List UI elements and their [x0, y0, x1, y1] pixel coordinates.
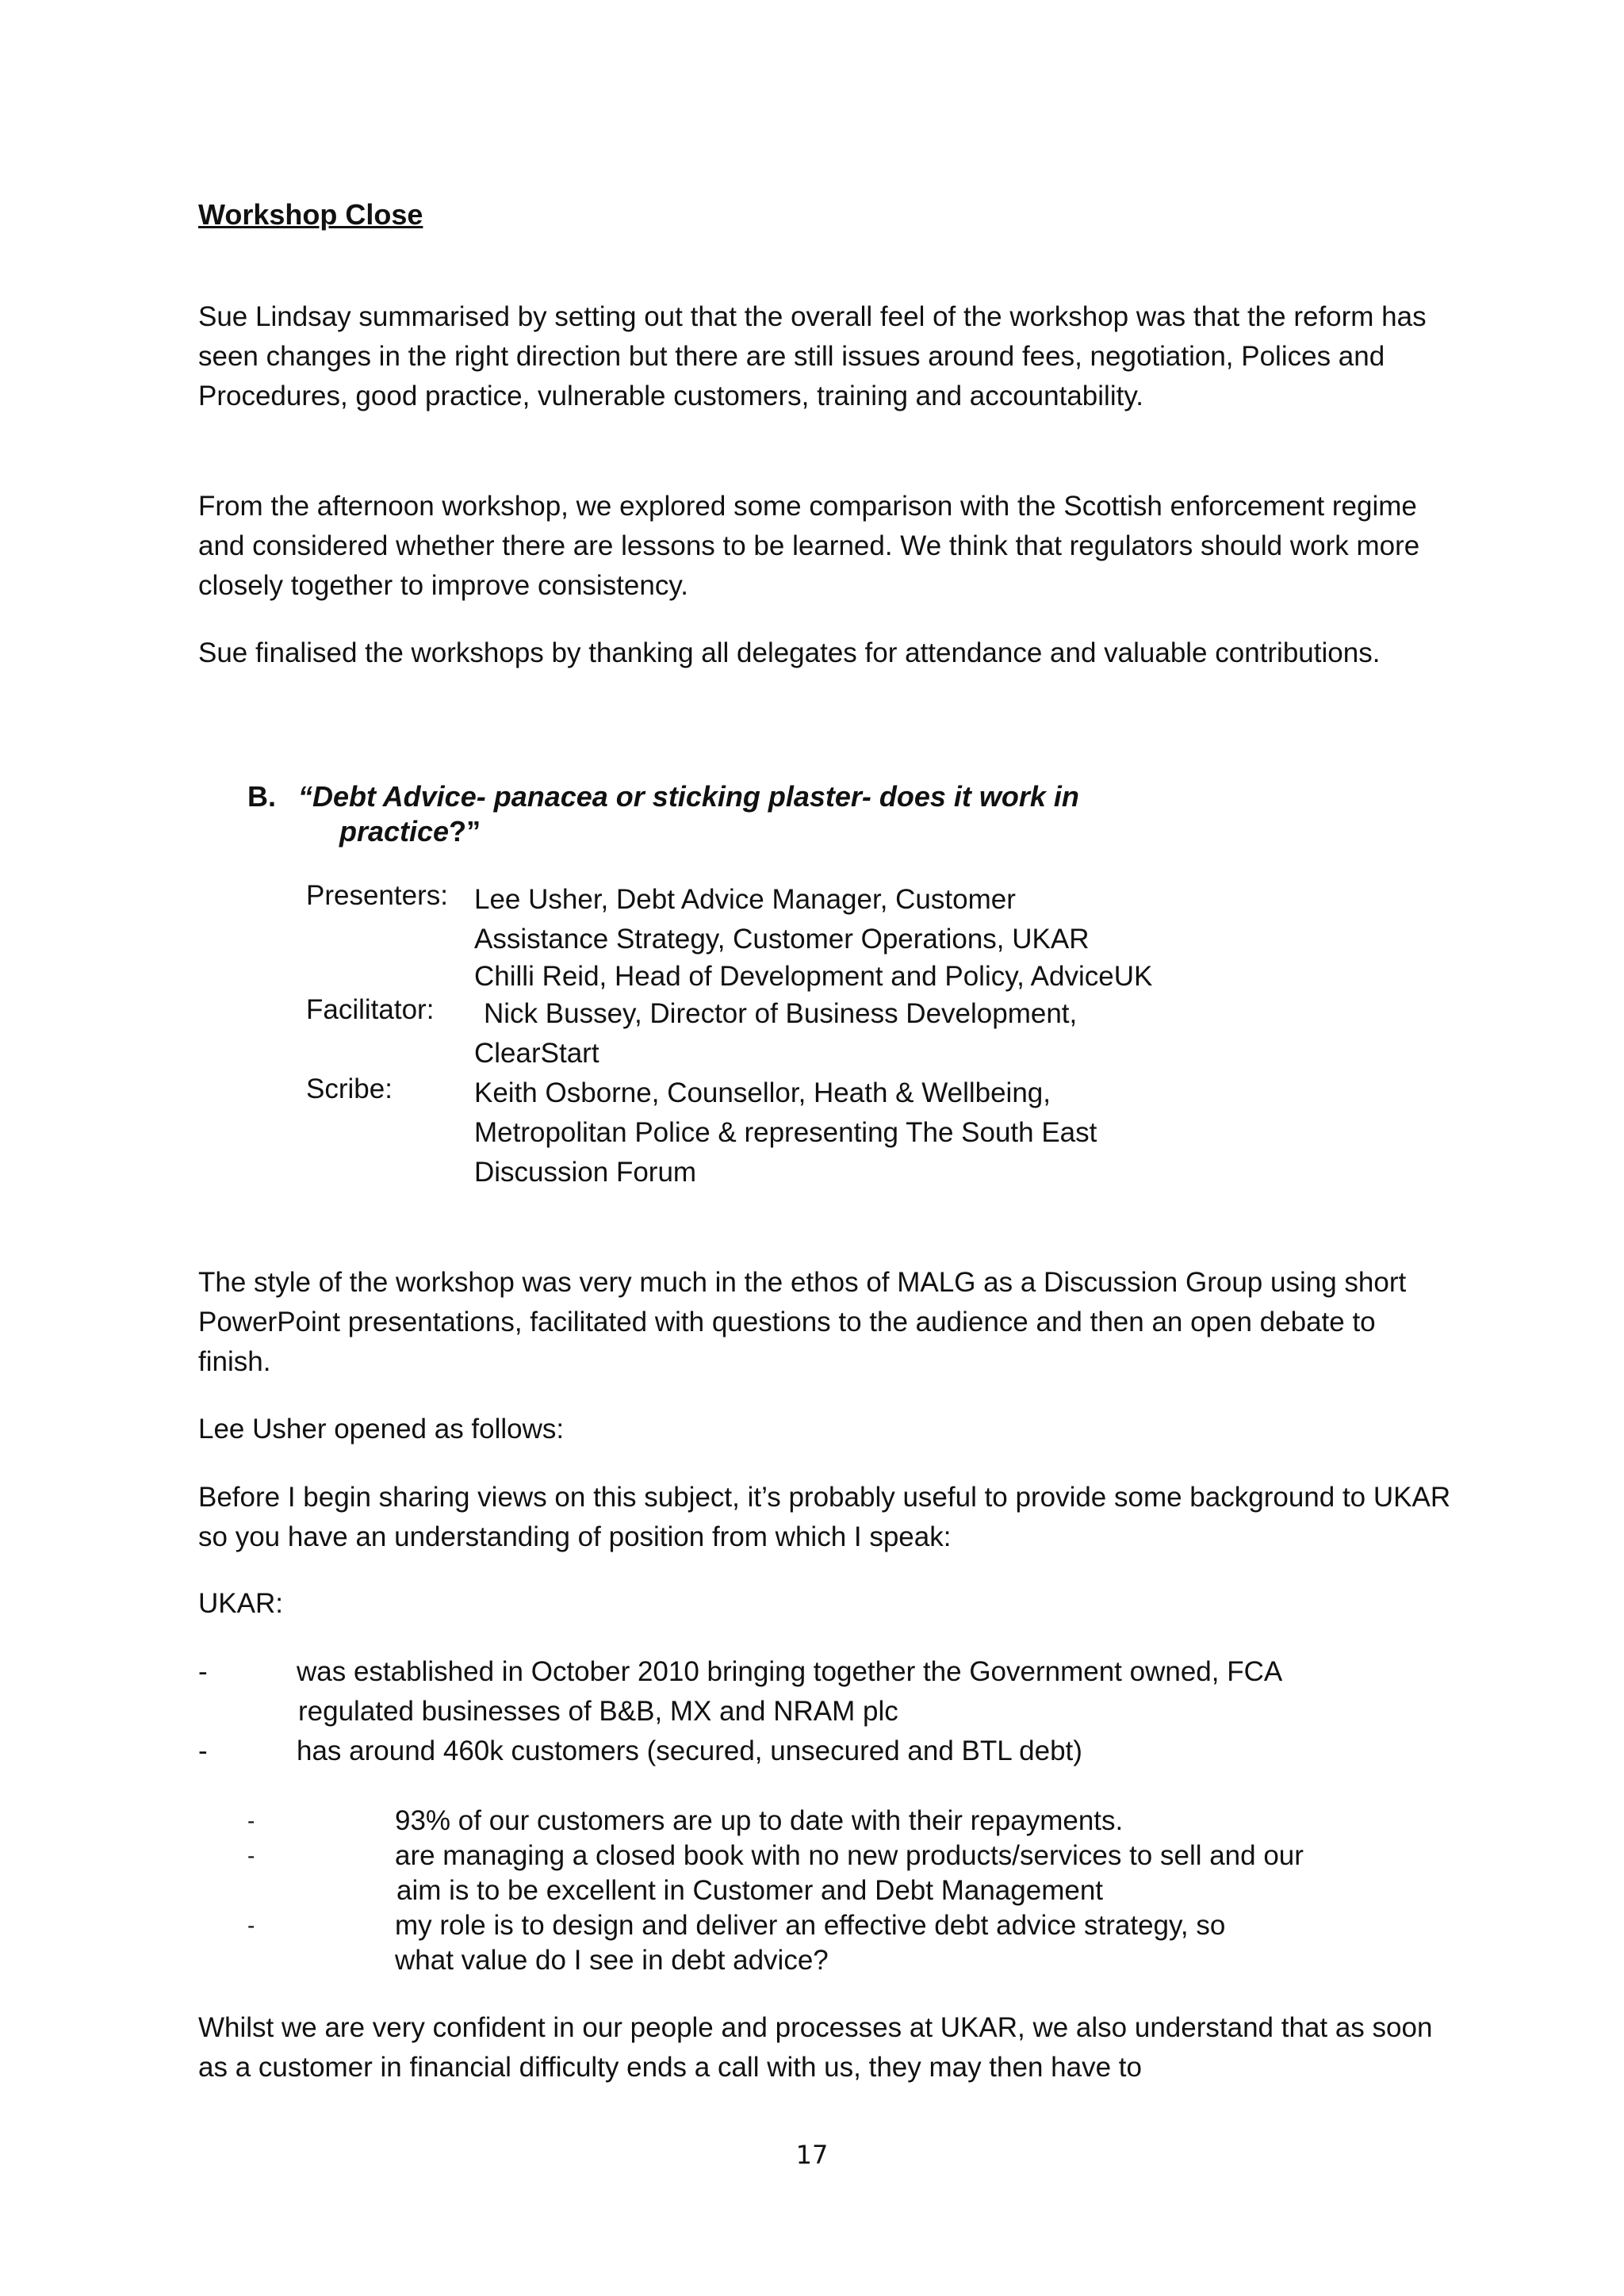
sub-bullet-line: my role is to design and deliver an effective debt advice strategy, so [395, 1910, 1226, 1941]
role-label-presenters: Presenters: [306, 880, 448, 911]
section-title-italic-word: practice [339, 815, 450, 848]
presenter-line-2: Assistance Strategy, Customer Operations, UKAR [474, 924, 1090, 955]
ukar-bullet-list [198, 1652, 1467, 1771]
sub-bullet-dash: - [247, 1913, 255, 1938]
list-item [198, 1652, 1467, 1732]
bullet-line: regulated businesses of B&B, MX and NRAM plc [298, 1696, 898, 1727]
bullet-dash: - [198, 1735, 208, 1766]
section-title-line-2 [247, 814, 1199, 849]
sub-bullet-line: 93% of our customers are up to date with their repayments. [395, 1805, 1124, 1836]
scribe-line-3: Discussion Forum [474, 1157, 697, 1188]
presenter-line-3: Chilli Reid, Head of Development and Policy, AdviceUK [474, 961, 1153, 992]
sub-bullet-line: are managing a closed book with no new products/services to sell and our [395, 1840, 1304, 1871]
workshop-roles [306, 880, 1337, 1192]
close-paragraph-2: From the afternoon workshop, we explored some comparison with the Scottish enforcement regime and considered whether there are lessons to be learned. We think that regulators should work more closely together to improve consistency. [198, 491, 1420, 601]
facilitator-line-2: ClearStart [474, 1038, 599, 1069]
final-paragraph: Whilst we are very confident in our people and processes at UKAR, we also understand that as soon as a customer in financial difficulty ends a call with us, they may then have to [198, 2012, 1433, 2083]
list-item [247, 1908, 1437, 1978]
close-paragraph-1: Sue Lindsay summarised by setting out that the overall feel of the workshop was that the reform has seen changes in the right direction but there are still issues around fees, negotiation, Polices and Procedures, good practice, vulnerable customers, training and accountability. [198, 301, 1427, 411]
section-title-end: ?” [449, 815, 481, 848]
page-number: 17 [795, 2140, 829, 2170]
close-paragraph-3: Sue finalised the workshops by thanking all delegates for attendance and valuable contributions. [198, 637, 1381, 668]
list-item [247, 1804, 1437, 1839]
facilitator-line-1: Nick Bussey, Director of Business Development, [484, 998, 1078, 1029]
presenter-line-1: Lee Usher, Debt Advice Manager, Customer [474, 884, 1016, 915]
role-label-scribe: Scribe: [306, 1073, 393, 1104]
role-facilitator [306, 994, 1337, 1073]
list-item [247, 1839, 1437, 1908]
scribe-line-2: Metropolitan Police & representing The South East [474, 1117, 1097, 1148]
bullet-line: has around 460k customers (secured, unsecured and BTL debt) [297, 1735, 1082, 1766]
sub-bullet-dash: - [247, 1843, 255, 1868]
workshop-b-title [247, 779, 1199, 849]
sub-bullet-line: what value do I see in debt advice? [395, 1945, 829, 1976]
body-paragraph-2: Lee Usher opened as follows: [198, 1414, 565, 1445]
bullet-line: was established in October 2010 bringing together the Government owned, FCA [297, 1656, 1283, 1687]
bullet-dash: - [198, 1656, 208, 1687]
sub-bullet-dash: - [247, 1808, 255, 1833]
section-heading-workshop-close: Workshop Close [198, 198, 423, 231]
list-item [198, 1732, 1467, 1771]
body-paragraph-1: The style of the workshop was very much in the ethos of MALG as a Discussion Group using short PowerPoint presentations, facilitated with questions to the audience and then an open debate to finish. [198, 1267, 1407, 1377]
role-label-facilitator: Facilitator: [306, 994, 435, 1025]
body-paragraph-4: UKAR: [198, 1588, 283, 1619]
sub-bullet-line: aim is to be excellent in Customer and Debt Management [396, 1875, 1104, 1906]
body-paragraph-3: Before I begin sharing views on this subject, it’s probably useful to provide some background to UKAR so you have an understanding of position from which I speak: [198, 1482, 1451, 1552]
section-title-line-1: “Debt Advice- panacea or sticking plaster- does it work in [298, 780, 1079, 813]
ukar-sub-bullet-list [247, 1804, 1437, 1978]
scribe-line-1: Keith Osborne, Counsellor, Heath & Wellbeing, [474, 1077, 1051, 1108]
role-presenters [306, 880, 1337, 994]
section-letter: B. [247, 780, 276, 813]
role-scribe [306, 1073, 1337, 1192]
